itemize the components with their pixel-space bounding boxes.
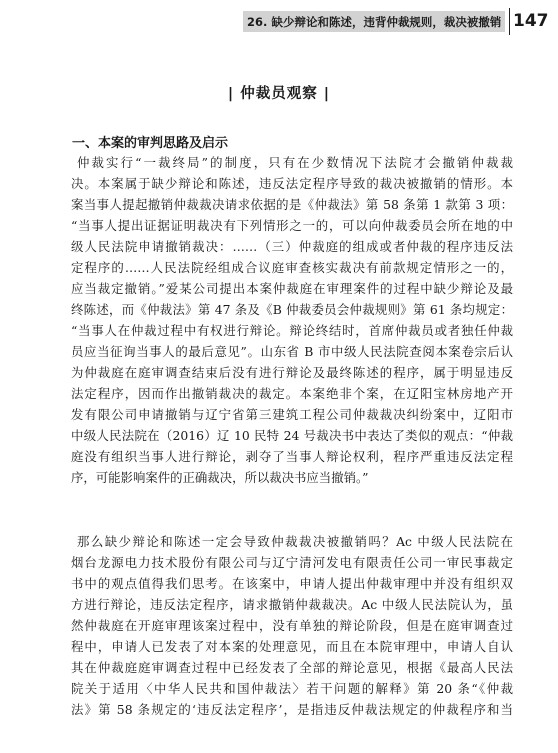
page-number: 147 xyxy=(513,11,549,31)
text-line: 仲裁实行“一裁终局”的制度，只有在少数情况下法院才会撤销仲裁裁 xyxy=(77,155,513,170)
text-line: “当事人在仲裁过程中有权进行辩论。辩论终结时，首席仲裁员或者独任仲裁 xyxy=(71,323,513,338)
section-title: | 仲裁员观察 | xyxy=(227,86,331,102)
text-line: 那么缺少辩论和陈述一定会导致仲裁裁决被撤销吗？Ac 中级人民法院在 xyxy=(77,534,513,549)
text-line: 方进行辩论，违反法定程序，请求撤销仲裁裁决。Ac 中级人民法院认为，虽 xyxy=(71,597,513,612)
text-line: 员应当征询当事人的最后意见”。山东省 B 市中级人民法院查阅本案卷宗后认 xyxy=(71,344,513,359)
text-line: 其在仲裁庭庭审调查过程中已经发表了全部的辩论意见，根据《最高人民法 xyxy=(71,660,513,675)
header-divider xyxy=(509,8,510,35)
text-line: 烟台龙源电力技术股份有限公司与辽宁清河发电有限责任公司一审民事裁定 xyxy=(71,555,513,570)
text-line: “当事人提出证据证明裁决有下列情形之一的，可以向仲裁委员会所在地的中 xyxy=(71,218,513,233)
text-line: 法定程序，因而作出撤销裁决的裁定。本案绝非个案，在辽阳宝林房地产开 xyxy=(71,386,513,401)
text-line: 为仲裁庭在庭审调查结束后没有进行辩论及最终陈述的程序，属于明显违反 xyxy=(71,365,513,380)
running-header-title: 26. 缺少辩论和陈述，违背仲裁规则，裁决被撤销 xyxy=(247,15,502,29)
text-line: 序，可能影响案件的正确裁决，所以裁决书应当撤销。” xyxy=(71,470,369,485)
text-line: 庭没有组织当事人进行辩论，剥夺了当事人辩论权利，程序严重违反法定程 xyxy=(71,449,513,464)
text-line: 决。本案属于缺少辩论和陈述，违反法定程序导致的裁决被撤销的情形。本 xyxy=(71,176,513,191)
text-line: 院关于适用〈中华人民共和国仲裁法〉若干问题的解释》第 20 条“《仲裁 xyxy=(71,681,513,696)
text-line: 然仲裁庭在开庭审理该案过程中，没有单独的辩论阶段，但是在庭审调查过 xyxy=(71,618,513,633)
text-line: 法》第 58 条规定的‘违反法定程序’，是指违反仲裁法规定的仲裁程序和当 xyxy=(71,702,513,717)
body-paragraph-1 xyxy=(71,152,513,488)
text-line: 案当事人提起撤销仲裁裁决请求依据的是《仲裁法》第 58 条第 1 款第 3 项： xyxy=(71,197,513,212)
text-line: 程中，申请人已发表了对本案的处理意见，而且在本院审理中，申请人自认 xyxy=(71,639,513,654)
body-paragraph-2 xyxy=(71,531,513,720)
text-line: 应当裁定撤销。”爱某公司提出本案仲裁庭在审理案件的过程中缺少辩论及最 xyxy=(71,281,513,296)
text-line: 中级人民法院在（2016）辽 10 民特 24 号裁决书中表达了类似的观点：“仲裁 xyxy=(71,428,513,443)
text-line: 发有限公司申请撤销与辽宁省第三建筑工程公司仲裁裁决纠纷案中，辽阳市 xyxy=(71,407,513,422)
text-line: 级人民法院申请撤销裁决：……（三）仲裁庭的组成或者仲裁的程序违反法 xyxy=(71,239,513,254)
text-line: 终陈述，而《仲裁法》第 47 条及《B 仲裁委员会仲裁规则》第 61 条均规定： xyxy=(71,302,513,317)
text-line: 定程序的……人民法院经组成合议庭审查核实裁决有前款规定情形之一的， xyxy=(71,260,513,275)
text-line: 书中的观点值得我们思考。在该案中，申请人提出仲裁审理中并没有组织双 xyxy=(71,576,513,591)
subheading: 一、本案的审判思路及启示 xyxy=(72,136,229,151)
